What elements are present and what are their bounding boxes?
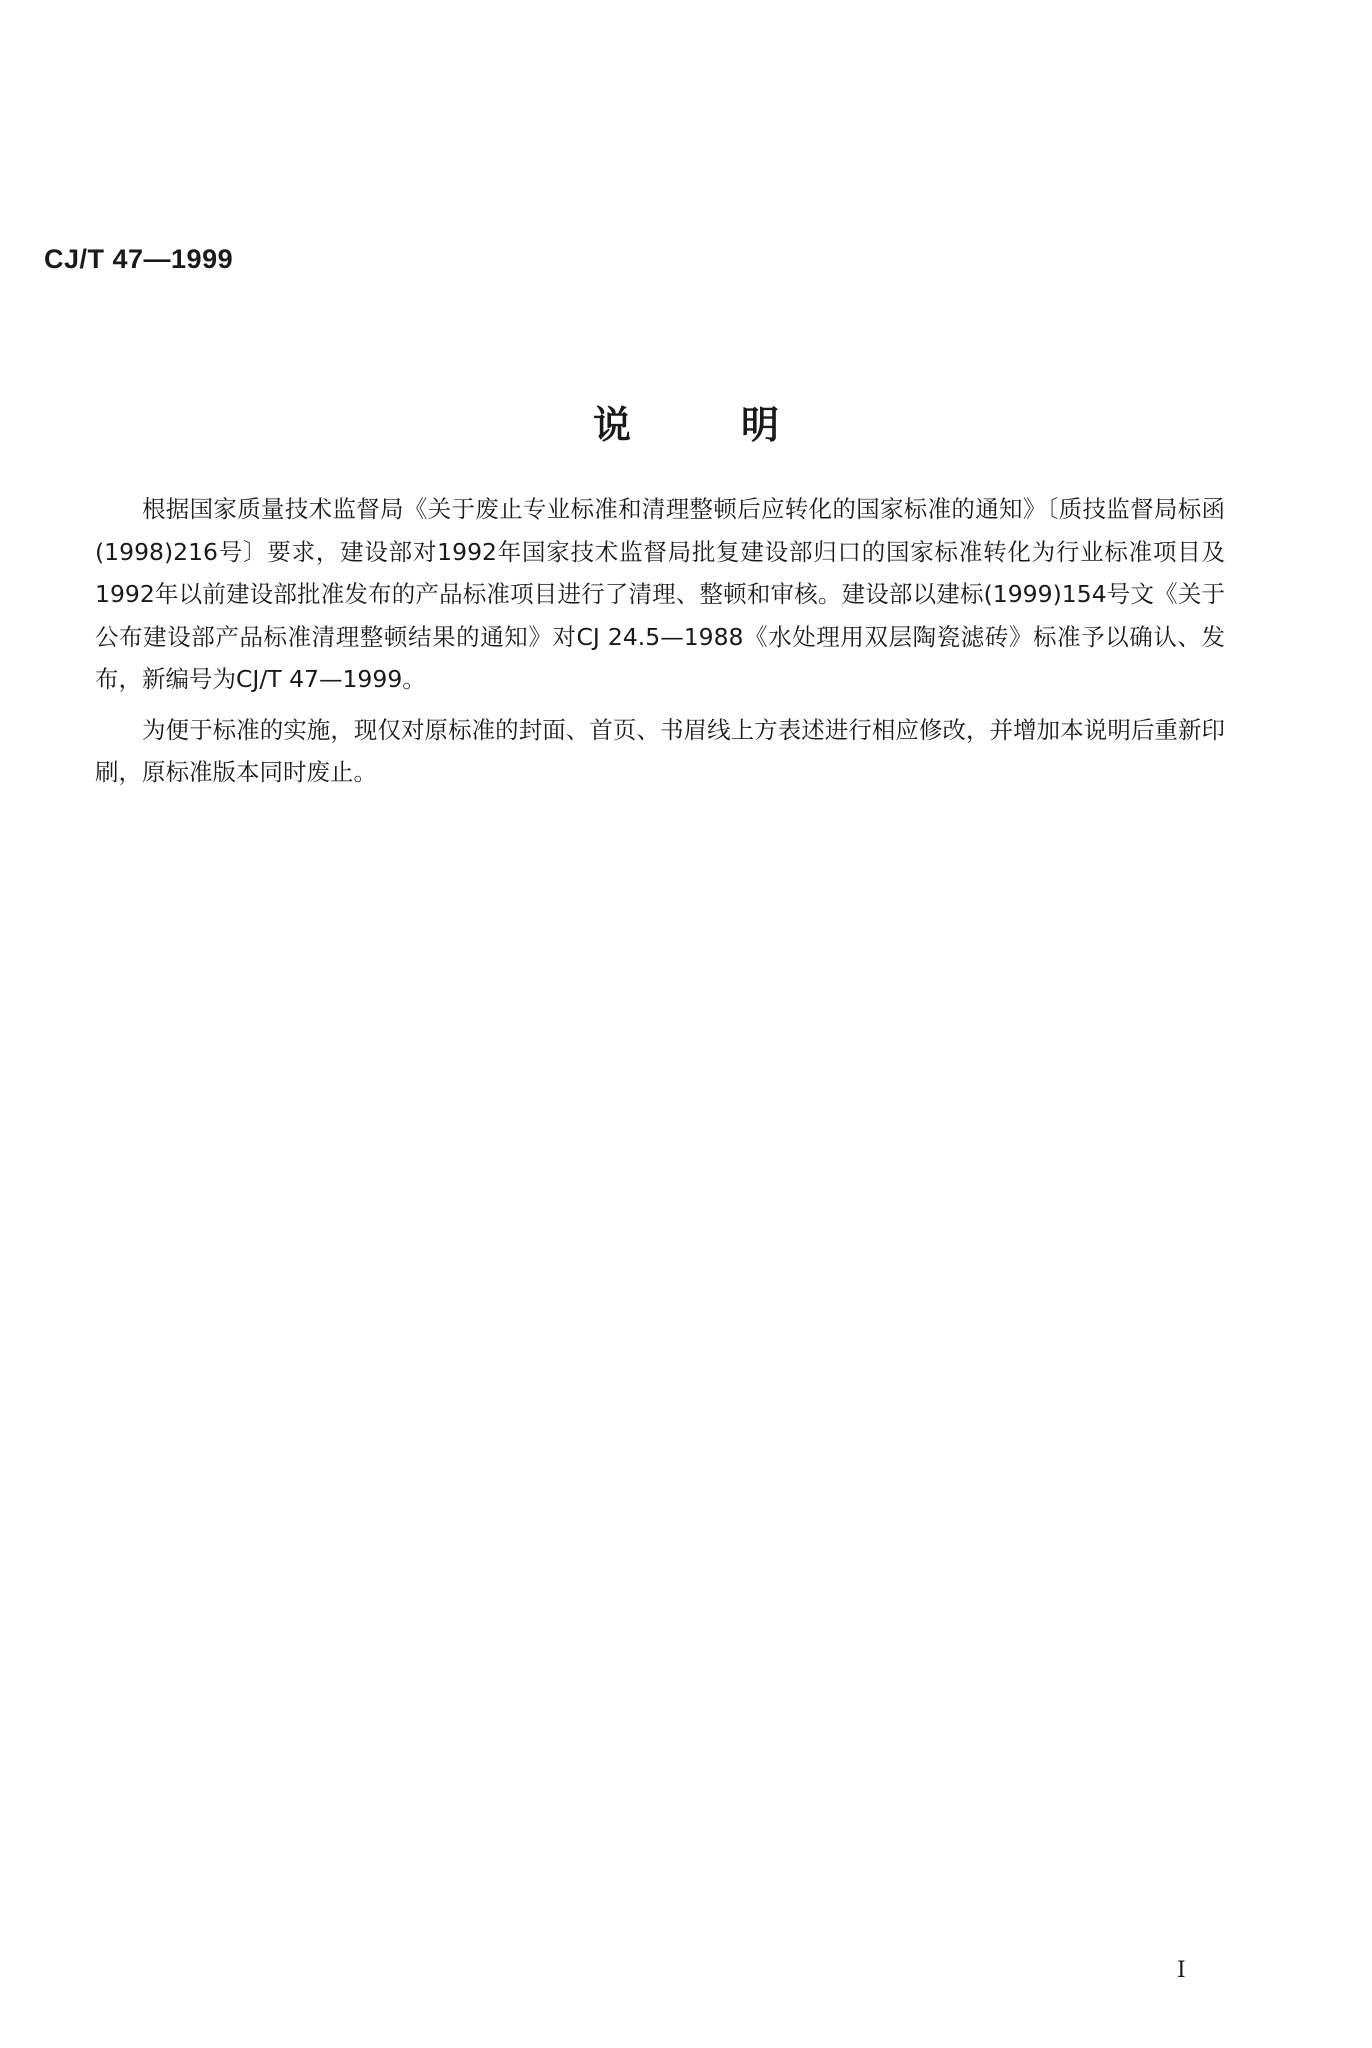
paragraph: 根据国家质量技术监督局《关于废止专业标准和清理整顿后应转化的国家标准的通知》〔质技监督局标函(1998)216号〕要求，建设部对1992年国家技术监督局批复建设部归口的国家标准转化为行业标准项目及1992年以前建设部批准发布的产品标准项目进行了清理、整顿和审核。建设部以建标(1999)154号文《关于公布建设部产品标准清理整顿结果的通知》对CJ 24.5—1988《水处理用双层陶瓷滤砖》标准予以确认、发布，新编号为CJ/T 47—1999。 <box>95 495 1225 693</box>
standard-code: CJ/T 47—1999 <box>44 244 234 274</box>
page-number: I <box>1177 1958 1186 1983</box>
paragraph: 为便于标准的实施，现仅对原标准的封面、首页、书眉线上方表述进行相应修改，并增加本说明后重新印刷，原标准版本同时废止。 <box>95 715 1225 786</box>
page-title: 说明 <box>592 403 889 447</box>
document-body <box>95 488 1225 794</box>
